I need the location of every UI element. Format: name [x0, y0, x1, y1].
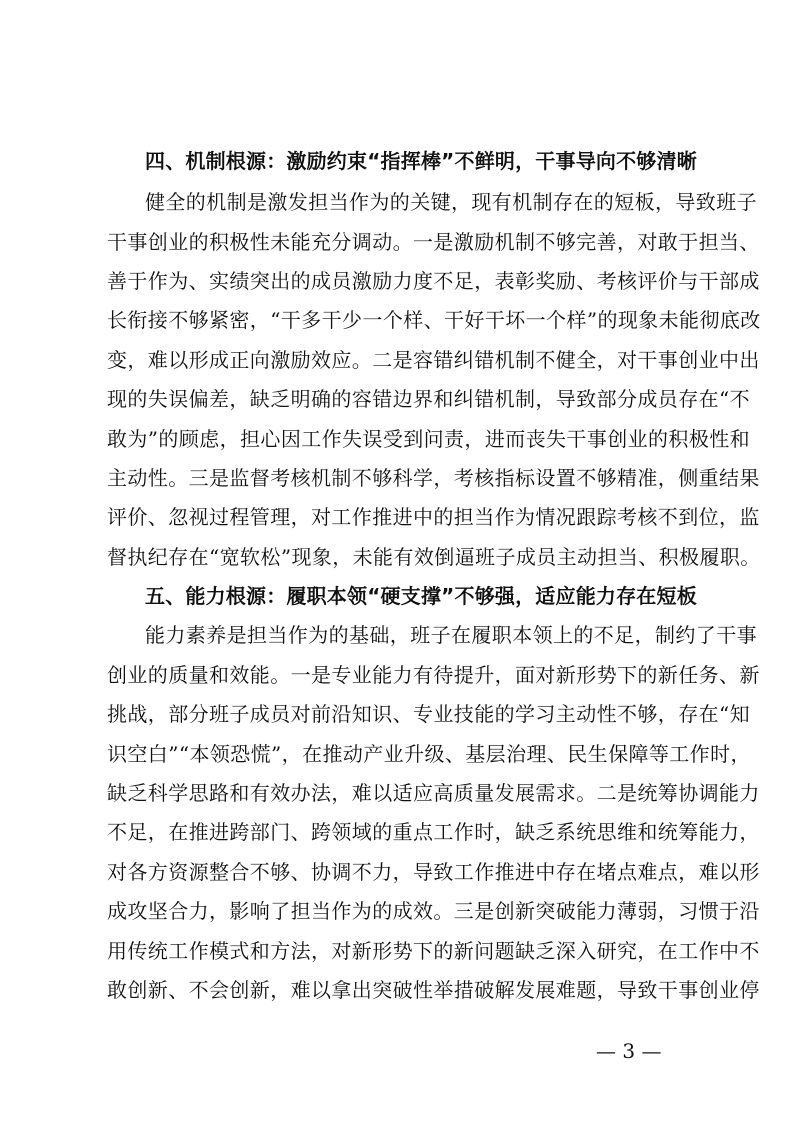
section-5-line: 不足，在推进跨部门、跨领域的重点工作时，缺乏系统思维和统筹能力，: [107, 820, 760, 844]
section-5-line: 创业的质量和效能。一是专业能力有待提升，面对新形势下的新任务、新: [107, 663, 760, 687]
section-5-line: 缺乏科学思路和有效办法，难以适应高质量发展需求。二是统筹协调能力: [107, 781, 760, 805]
section-5-line: 识空白”“本领恐慌”，在推动产业升级、基层治理、民生保障等工作时，: [107, 742, 751, 766]
section-4-line: 现的失误偏差，缺乏明确的容错边界和纠错机制，导致部分成员存在“不: [107, 387, 751, 411]
section-5-heading: 五、能力根源：履职本领“硬支撑”不够强，适应能力存在短板: [145, 584, 697, 608]
section-5-line: 用传统工作模式和方法，对新形势下的新问题缺乏深入研究，在工作中不: [107, 939, 760, 963]
section-5-line: 对各方资源整合不够、协调不力，导致工作推进中存在堵点难点，难以形: [107, 860, 760, 884]
section-5-line: 敢创新、不会创新，难以拿出突破性举措破解发展难题，导致干事创业停: [107, 978, 760, 1002]
section-5-line: 能力素养是担当作为的基础，班子在履职本领上的不足，制约了干事: [145, 623, 757, 647]
section-5-line: 挑战，部分班子成员对前沿知识、专业技能的学习主动性不够，存在“知: [107, 702, 751, 726]
section-4-line: 督执纪存在“宽软松”现象，未能有效倒逼班子成员主动担当、积极履职。: [107, 545, 761, 569]
section-4-heading: 四、机制根源：激励约束“指挥棒”不鲜明，干事导向不够清晰: [145, 149, 697, 173]
section-4-line: 敢为”的顾虑，担心因工作失误受到问责，进而丧失干事创业的积极性和: [107, 427, 751, 451]
section-4-line: 干事创业的积极性未能充分调动。一是激励机制不够完善，对敢于担当、: [107, 230, 760, 254]
section-5-line: 成攻坚合力，影响了担当作为的成效。三是创新突破能力薄弱，习惯于沿: [107, 899, 760, 923]
section-4-line: 长衔接不够紧密，“干多干少一个样、干好干坏一个样”的现象未能彻底改: [107, 308, 761, 332]
section-4-line: 善于作为、实绩突出的成员激励力度不足，表彰奖励、考核评价与干部成: [107, 269, 760, 293]
page-number: — 3 —: [596, 1039, 662, 1063]
section-4-line: 主动性。三是监督考核机制不够科学，考核指标设置不够精准，侧重结果: [107, 466, 760, 490]
section-4-line: 评价、忽视过程管理，对工作推进中的担当作为情况跟踪考核不到位，监: [107, 505, 760, 529]
section-4-line: 变，难以形成正向激励效应。二是容错纠错机制不健全，对干事创业中出: [107, 348, 760, 372]
section-4-line: 健全的机制是激发担当作为的关键，现有机制存在的短板，导致班子: [145, 190, 757, 214]
